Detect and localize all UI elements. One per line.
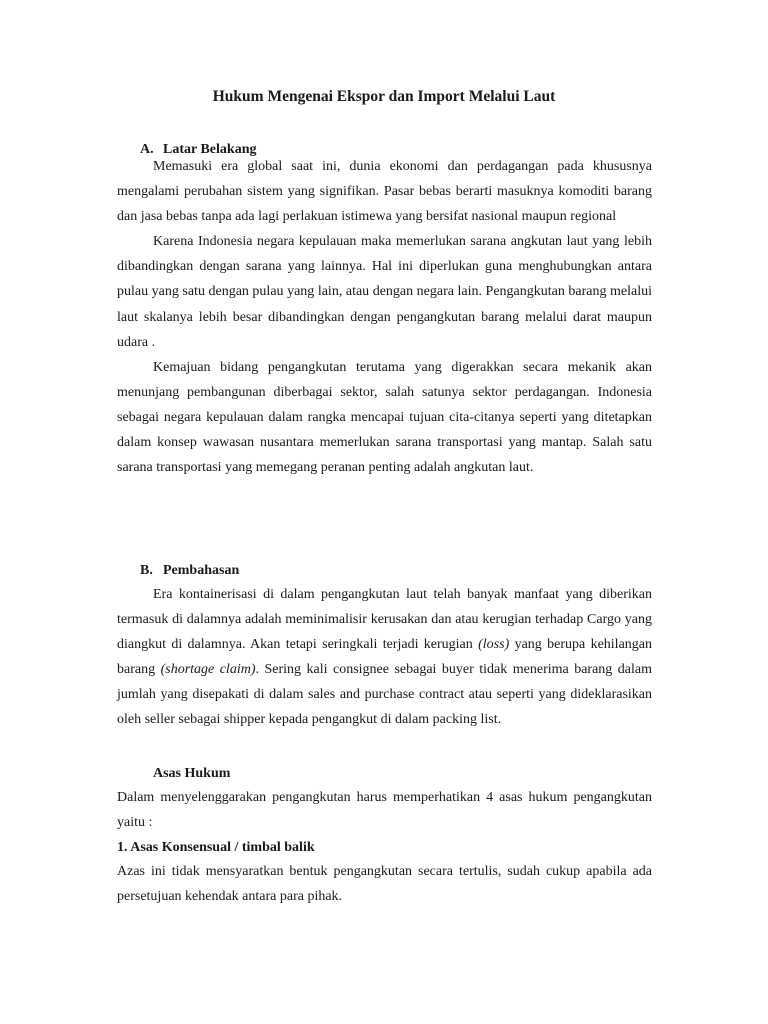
asas-hukum-heading: Asas Hukum xyxy=(153,766,231,781)
section-b-text-part-2: yang berupa kehilangan barang xyxy=(117,637,652,678)
asas-intro-text: Dalam menyelenggarakan pengangkutan harus memperhatikan 4 asas hukum pengangkutan yaitu : xyxy=(117,790,652,831)
section-a-body xyxy=(117,154,652,480)
section-a-paragraph-2: Karena Indonesia negara kepulauan maka memerlukan sarana angkutan laut yang lebih dibandingkan dengan sarana yang lainnya. Hal ini diperlukan guna menghubungkan antara pulau yang satu dengan pulau yang lain, atau dengan negara lain. Pengangkutan barang melalui laut skalanya lebih besar dibandingkan dengan pengangkutan barang melalui darat maupun udara . xyxy=(117,234,652,350)
italic-loss: (loss) xyxy=(478,637,510,653)
section-b-marker: B. xyxy=(140,563,153,578)
section-a-title: Latar Belakang xyxy=(163,142,257,157)
section-b-heading xyxy=(140,562,239,580)
section-b-paragraph-1 xyxy=(117,582,652,733)
asas-1-paragraph xyxy=(117,859,652,909)
italic-shortage-claim: (shortage claim) xyxy=(160,662,256,678)
section-a-marker: A. xyxy=(140,142,154,157)
section-b-title: Pembahasan xyxy=(163,563,240,578)
section-b-text-part-3: . Sering kali consignee sebagai buyer tidak menerima barang dalam jumlah yang disepakati di dalam sales and purchase contract atau seperti yang dideklarasikan oleh seller sebagai shipper kepada pengangkut di dalam packing list. xyxy=(117,662,652,728)
asas-intro-paragraph xyxy=(117,785,652,835)
asas-1-text: Azas ini tidak mensyaratkan bentuk pengangkutan secara tertulis, sudah cukup apabila ada persetujuan kehendak antara para pihak. xyxy=(117,864,652,905)
asas-1-heading: 1. Asas Konsensual / timbal balik xyxy=(117,840,315,855)
section-a-paragraph-3: Kemajuan bidang pengangkutan terutama yang digerakkan secara mekanik akan menunjang pembangunan diberbagai sektor, salah satunya sektor perdagangan. Indonesia sebagai negara kepulauan dalam rangka mencapai tujuan cita-citanya seperti yang ditetapkan dalam konsep wawasan nusantara memerlukan sarana transportasi yang mantap. Salah satu sarana transportasi yang memegang peranan penting adalah angkutan laut. xyxy=(117,359,652,476)
section-a-paragraph-1: Memasuki era global saat ini, dunia ekonomi dan perdagangan pada khususnya mengalami perubahan sistem yang signifikan. Pasar bebas berarti masuknya komoditi barang dan jasa bebas tanpa ada lagi perlakuan istimewa yang bersifat nasional maupun regional xyxy=(117,159,652,225)
section-b-text-part-1: Era kontainerisasi di dalam pengangkutan laut telah banyak manfaat yang diberikan termasuk di dalamnya adalah meminimalisir kerusakan dan atau kerugian terhadap Cargo yang diangkut di dalamnya. Akan tetapi seringkali terjadi kerugian xyxy=(117,587,652,653)
document-title: Hukum Mengenai Ekspor dan Import Melalui Laut xyxy=(212,88,556,105)
